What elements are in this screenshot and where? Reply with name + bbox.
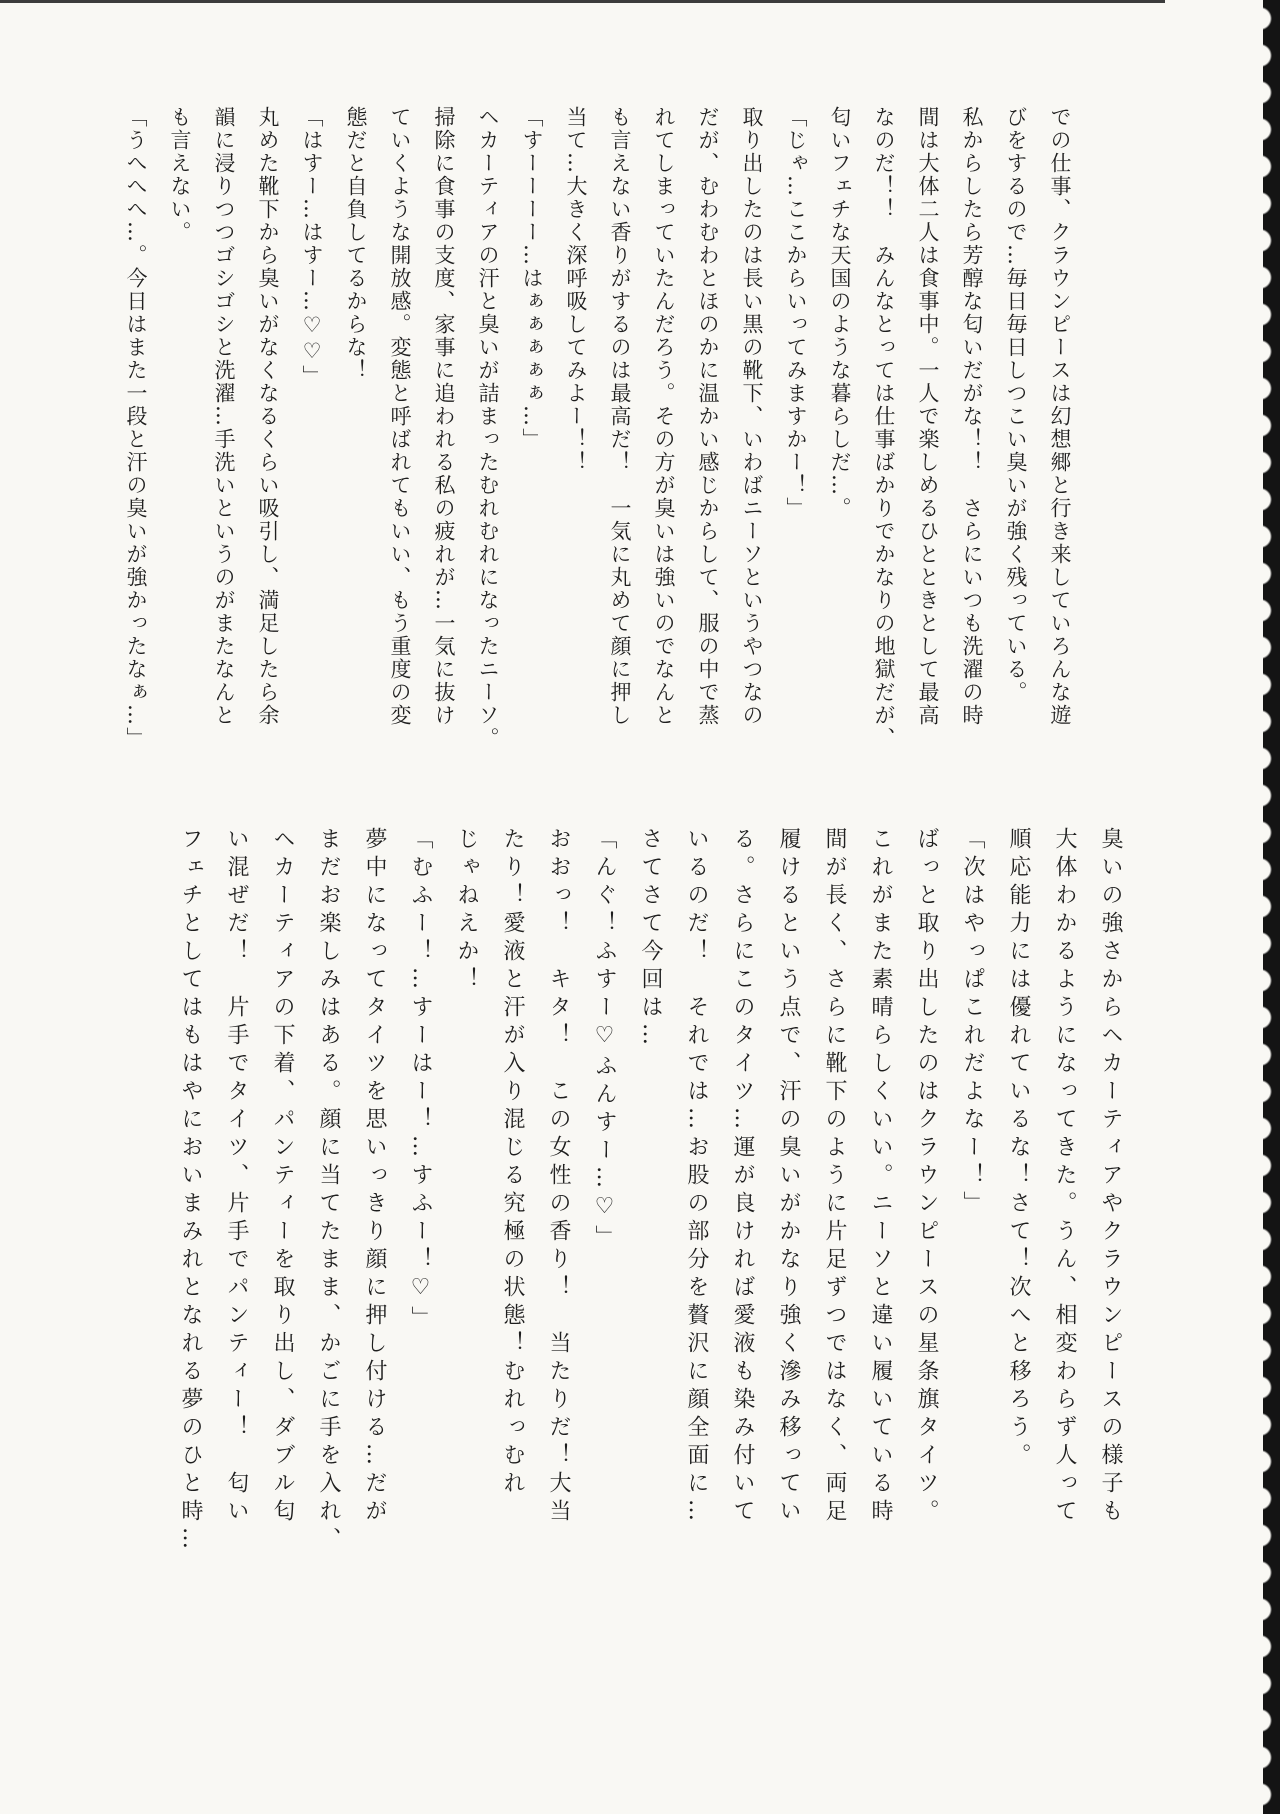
text-column: 匂いフェチな天国のような暮らしだ…。 <box>828 106 852 520</box>
text-column: 臭いの強さからヘカーティアやクラウンピースの様子も <box>1098 827 1123 1527</box>
text-column: れてしまっていたんだろう。その方が臭いは強いのでなんと <box>652 106 676 727</box>
text-column: 順応能力には優れているな！さて！次へと移ろう。 <box>1006 827 1031 1471</box>
text-column: これがまた素晴らしくいい。ニーソと違い履いている時 <box>868 827 893 1527</box>
text-column: ヘカーティアの汗と臭いが詰まったむれむれになったニーソ。 <box>476 106 500 750</box>
text-column: 「すーーーー…はぁぁぁぁぁ…」 <box>520 106 544 451</box>
text-column: 「んぐ！ふすー♡ふんすー…♡」 <box>592 827 617 1253</box>
text-column: 「はすー…はすー…♡♡」 <box>300 106 324 388</box>
text-column: 韻に浸りつつゴシゴシと洗濯…手洗いというのがまたなんと <box>212 106 236 727</box>
text-column: 丸めた靴下から臭いがなくなるくらい吸引し、満足したら余 <box>256 106 280 727</box>
text-column: 「うへへへ…。今日はまた一段と汗の臭いが強かったなぁ…」 <box>124 106 148 750</box>
text-column: での仕事、クラウンピースは幻想郷と行き来していろんな遊 <box>1048 106 1072 727</box>
text-column: 履けるという点で、汗の臭いがかなり強く滲み移ってい <box>776 827 801 1527</box>
text-column: たり！愛液と汗が入り混じる究極の状態！むれっむれ <box>500 827 525 1499</box>
text-column: い混ぜだ！ 片手でタイツ、片手でパンティー！ 匂い <box>224 827 249 1527</box>
text-column: 「じゃ…ここからいってみますかー！」 <box>784 106 808 520</box>
top-text-block <box>114 106 1082 818</box>
text-column: も言えない。 <box>168 106 192 244</box>
text-column: る。さらにこのタイツ…運が良ければ愛液も染み付いて <box>730 827 755 1527</box>
text-column: びをするので…毎日毎日しつこい臭いが強く残っている。 <box>1004 106 1028 704</box>
text-column: 取り出したのは長い黒の靴下、いわばニーソというやつなの <box>740 106 764 727</box>
text-column: じゃねえか！ <box>454 827 479 995</box>
text-column: なのだ！！ みんなとっては仕事ばかりでかなりの地獄だが、 <box>872 106 896 750</box>
text-column: いるのだ！ それでは…お股の部分を贅沢に顔全面に… <box>684 827 709 1527</box>
text-column: さてさて今回は… <box>638 827 663 1051</box>
text-column: 当て…大きく深呼吸してみよー！！ <box>564 106 588 474</box>
text-column: 大体わかるようになってきた。うん、相変わらず人って <box>1052 827 1077 1527</box>
text-column: も言えない香りがするのは最高だ！ 一気に丸めて顔に押し <box>608 106 632 727</box>
text-column: 間が長く、さらに靴下のように片足ずつではなく、両足 <box>822 827 847 1527</box>
bottom-text-block <box>167 827 1133 1563</box>
text-column: 「次はやっぱこれだよなー！」 <box>960 827 985 1219</box>
text-column: ばっと取り出したのはクラウンピースの星条旗タイツ。 <box>914 827 939 1527</box>
text-column: だが、むわむわとほのかに温かい感じからして、服の中で蒸 <box>696 106 720 727</box>
text-column: ヘカーティアの下着、パンティーを取り出し、ダブル匂 <box>270 827 295 1527</box>
text-column: 私からしたら芳醇な匂いだがな！！ さらにいつも洗濯の時 <box>960 106 984 727</box>
text-column: フェチとしてはもはやにおいまみれとなれる夢のひと時… <box>178 827 203 1555</box>
text-column: 夢中になってタイツを思いっきり顔に押し付ける…だが <box>362 827 387 1527</box>
text-column: まだお楽しみはある。顔に当てたまま、かごに手を入れ、 <box>316 827 341 1555</box>
text-column: 間は大体二人は食事中。一人で楽しめるひとときとして最高 <box>916 106 940 727</box>
text-column: 掃除に食事の支度、家事に追われる私の疲れが…一気に抜け <box>432 106 456 727</box>
binding-edge <box>1263 0 1280 1814</box>
text-column: おおっ！ キタ！ この女性の香り！ 当たりだ！大当 <box>546 827 571 1527</box>
text-column: ていくような開放感。変態と呼ばれてもいい、もう重度の変 <box>388 106 412 727</box>
scan-edge-line <box>0 0 1165 3</box>
text-column: 態だと自負してるからな！ <box>344 106 368 382</box>
text-column: 「むふー！…すーはー！…すふー！♡」 <box>408 827 433 1334</box>
